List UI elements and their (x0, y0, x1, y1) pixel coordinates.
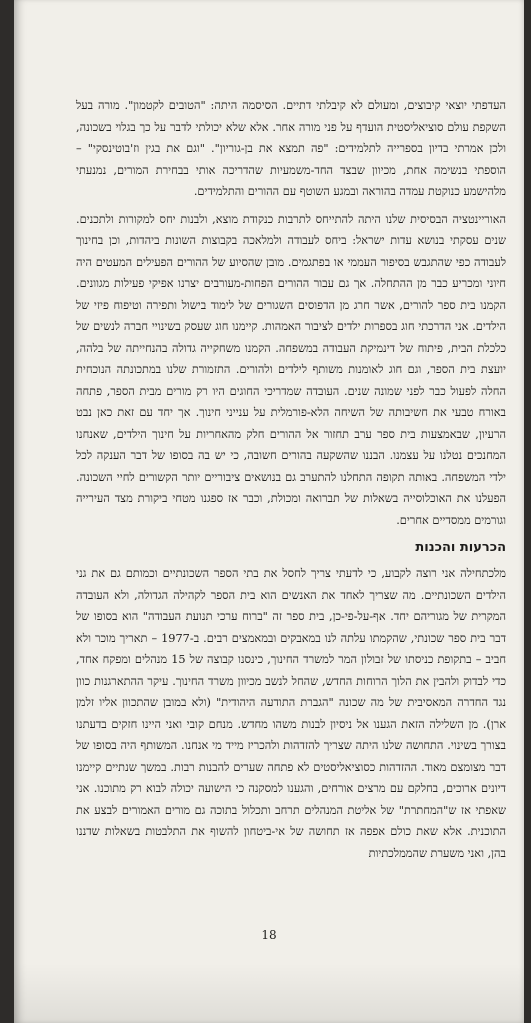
paragraph-1: העדפתי יוצאי קיבוצים, ומעולם לא קיבלתי דתיים. הסיסמה היתה: "הטובים לקטמון". מורה בעל השקפת עולם סוציאליסטית הועדף על פני מורה אחר. אלא שלא יכולתי לדבר על כך בגלוי בשכונה, ולכן אמרתי בדיון בספרייה לתלמידים: "פה תמצא את בן-גוריון". "וגם את בגין וז'בוטינסקי" – הוספתי בנשימה אחת, מכיוון שבצד החד-משמעיות שהדריכה אותי בבחירת המורים, נמנעתי מלהישמע כנוקטת עמדה בהוראה ובמגע השוטף עם ההורים והתלמידים. (76, 99, 506, 198)
page-shading (14, 963, 524, 1023)
paragraph-2: האוריינטציה הבסיסית שלנו היתה להתייחס לתרבות כנקודת מוצא, ולבנות יחס למקורות ולתכנים. שנים עסקתי בנושא עדות ישראל: ביחס לעבודה ולמלאכה בקבוצות השונות ביהדות, וכן בחינוך לעבודה כפי שהתגבש בסיפור העממי או בפתגמים. מובן שהסיוע של ההורים הפעילים המעטים היה חיוני ומכריע כבר מן ההתחלה. אך גם עבור ההורים הפחות-מעורבים יצרנו אפיקי פעילות מגוונים. הקמנו בית ספר להורים, אשר חרג מן הדפוסים השגורים של לימוד בישול ותפירה וטיפוח פיזי של הילדים. אני הדרכתי חוג בספרות ילדים לציבור האמהות. קיימנו חוג שעסק בשינויי חברה לנשים של כלכלת הבית, פיתוח של דינמיקת העבודה במשפחה. הקמנו משחקייה גדולה בהנחייתה של בלהה, יועצת בית הספר, וגם חוג לאומנות משותף לילדים ולהורים. התזמורת שלנו במתכונתה הנוכחית החלה לפעול כבר לפני שמונה שנים. העובדה שמדריכי החוגים היו רק מורים מבית הספר, פתחה באורח טבעי את חשיבותה של השיחה הלא-פורמלית על ענייני חינוך. אך יחד עם זאת כאן נבט הרעיון, שבאמצעות בית ספר ערב תחזור אל ההורים חלק מהאחריות על חינוך הילדים, שאנחנו המחנכים נטלנו על עצמנו. הבננו שהשקעה בהורים חשובה, כי יש בה בסופו של דבר הענקה לכל ילדי המשפחה. באותה תקופה התחלנו להתערב גם בנושאים ציבוריים יותר הקשורים לחיי השכונה. הפעלנו את האוכלוסייה בשאלות של תברואה ומכולת, וכבר אז ספגנו מטחי ביקורת מצד העירייה וגורמים ממסדיים אחרים. (76, 212, 506, 527)
body-text (76, 95, 506, 864)
book-page (14, 0, 524, 1023)
paragraph-3: מלכתחילה אני רוצה לקבוע, כי לדעתי צריך לחסל את בתי הספר השכונתיים וכמותם גם את גני הילדים השכונתיים. מה שצריך לאחד את האנשים הוא בית הספר לקהילה הגדולה, ולא העובדה המקרית של מגוריהם יחד. אף-על-פי-כן, בית ספר זה "ברוח ערכי תנועת העבודה" הוא בסופו של דבר בית ספר שכונתי, שהקמתו עלתה לנו במאבקים ובמאמצים רבים. ב-1977 – תאריך מוכר ולא חביב – בתקופת כניסתו של זבולון המר למשרד החינוך, כינסנו קבוצה של 15 מנהלים ומפקח אחד, כדי לבדוק ולהבין את הלוך הרוחות החדש, שהחל לנשב מכיוון משרד החינוך. עיקר ההתארגנות כוון נגד החדרה המאסיבית של מה שכונה "הגברת התודעה היהודית" (ולא במובן שהתכוון אליו זלמן ארן). מן השלילה הזאת הגענו אל ניסיון לבנות משהו מחדש. מנחם קובי ואני היינו חזקים בדעתנו בצורך בשינוי. התחושה שלנו היתה שצריך להזדהות ולהכריז מייד מי אנחנו. המשותף היה בסופו של דבר מצומצם מאוד. ההזדהות כסוציאליסטים לא פתחה שערים להבנות רבות. במשך שנתיים קיימנו דיונים ארוכים, בחלקם עם מרצים אורחים, והגענו למסקנה כי הישועה יכולה לבוא רק מתוכנו. אני שאפתי אז ש"המחתרת" של אליטת המנהלים תרחב ותכלול בתוכה גם מורים האמורים לבצע את התוכנית. אלא שאת כולם אפפה אז תחושה של אי-ביטחון להשוף את התלבטות בשאלות שדננו בהן, ואני משערת שהממלכתיות (76, 567, 506, 860)
section-heading: הכרעות והכנות (415, 540, 506, 555)
page-number: 18 (261, 928, 277, 942)
